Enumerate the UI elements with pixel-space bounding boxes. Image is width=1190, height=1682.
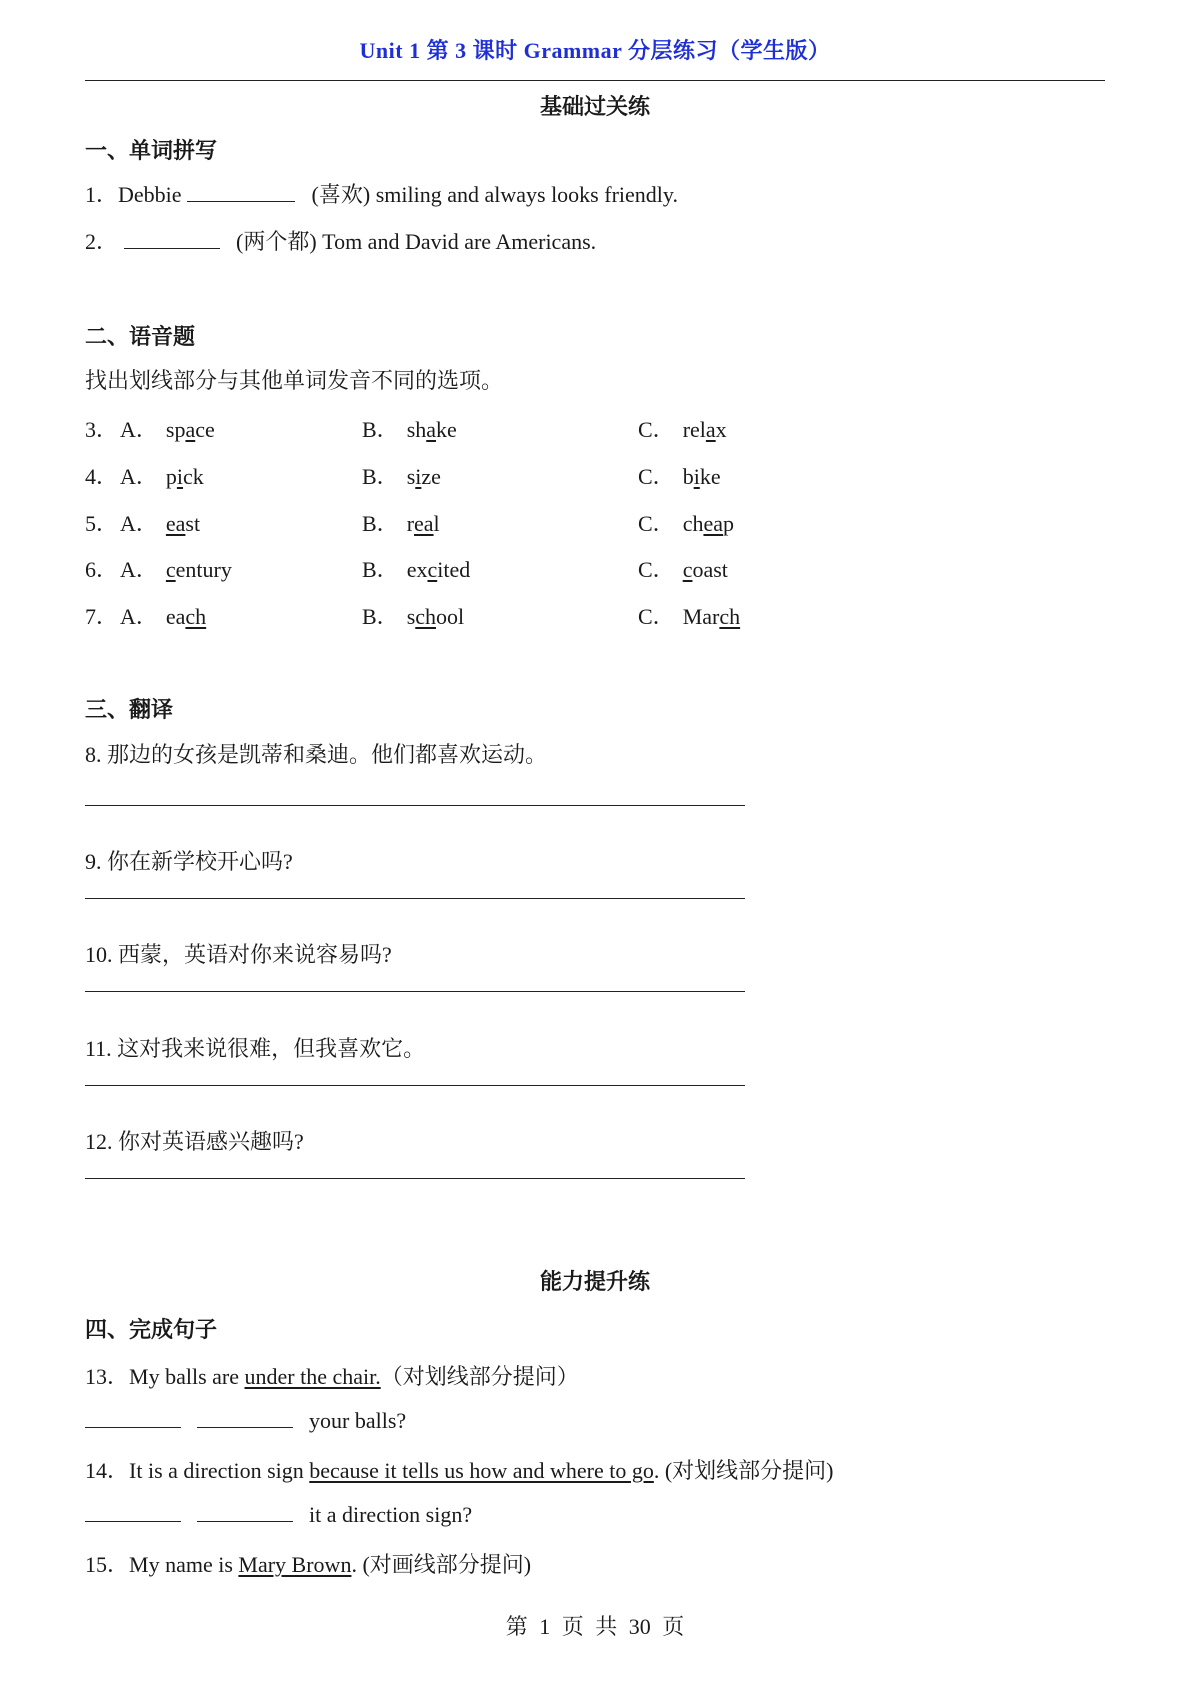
phonics-q5-option-c[interactable] [638,507,734,538]
option-label: A． [120,557,158,582]
option-u: ch [185,604,207,629]
option-post: ce [195,417,215,442]
option-post: oast [692,557,728,582]
q2-answer-blank[interactable] [124,228,220,249]
page-footer: 第 1 页 共 30 页 [505,1614,685,1639]
section1-heading: 一、单词拼写 [85,138,218,163]
question-13 [85,1360,579,1391]
option-label: A． [120,417,158,442]
q14-blank-1[interactable] [85,1501,181,1522]
translation-q9: 9. 你在新学校开心吗? [85,849,293,874]
option-pre: Mar [682,604,720,629]
section4-heading: 四、完成句子 [85,1317,218,1342]
q1-answer-blank[interactable] [187,181,295,202]
translation-q11-answer-line[interactable] [85,1085,745,1086]
q15-underlined: Mary Brown [238,1552,352,1577]
phonics-q4-option-c[interactable] [638,460,721,491]
phonics-q4-option-b[interactable] [362,460,441,491]
translation-q11: 11. 这对我来说很难，但我喜欢它。 [85,1036,426,1061]
option-label: C． [638,604,675,629]
option-label: B． [362,417,399,442]
q13-number: 13． [85,1364,130,1389]
phonics-q6-option-b[interactable] [362,553,470,584]
phonics-q6-number: 6． [85,557,119,582]
q15-instruction: . (对画线部分提问) [351,1552,532,1577]
option-pre: rel [682,417,706,442]
option-label: C． [638,464,675,489]
translation-q8: 8. 那边的女孩是凯蒂和桑迪。他们都喜欢运动。 [85,742,548,767]
option-post: x [715,417,727,442]
option-label: B． [362,604,399,629]
option-u: ea [165,511,186,536]
option-post: st [185,511,201,536]
option-pre: s [406,464,416,489]
translation-q9-answer-line[interactable] [85,898,745,899]
option-u: a [426,417,437,442]
option-post: entury [175,557,232,582]
phonics-q7-option-c[interactable] [638,600,740,631]
option-label: B． [362,557,399,582]
option-u: a [185,417,196,442]
translation-q12: 12. 你对英语感兴趣吗? [85,1129,304,1154]
phonics-q5-option-a[interactable] [120,507,200,538]
phonics-q4-option-a[interactable] [120,460,204,491]
question-2 [85,225,596,256]
section2-heading: 二、语音题 [85,324,196,349]
phonics-q3-number: 3． [85,417,119,442]
option-pre: sp [165,417,186,442]
q14-underlined: because it tells us how and where to go [309,1458,654,1483]
q14-text: It is a direction sign [129,1458,310,1483]
option-u: c [165,557,176,582]
option-u: i [176,464,184,489]
q2-hint: (两个都) Tom and David are Americans. [236,229,597,254]
option-pre: ch [682,511,704,536]
option-u: c [427,557,438,582]
q14-blank-2[interactable] [197,1501,293,1522]
option-post: ool [436,604,465,629]
question-14 [85,1454,834,1485]
option-label: B． [362,464,399,489]
phonics-q4-number: 4． [85,464,119,489]
phonics-q5-number: 5． [85,511,119,536]
option-u: ea [414,511,434,536]
option-u: ch [415,604,437,629]
level2-title: 能力提升练 [539,1269,650,1294]
q13-answer-tail: your balls? [309,1408,407,1433]
q14-answer-row [85,1501,472,1528]
section3-heading: 三、翻译 [85,697,174,722]
option-u: i [693,464,700,489]
option-u: ch [719,604,741,629]
section2-instruction: 找出划线部分与其他单词发音不同的选项。 [85,368,504,393]
q13-blank-2[interactable] [197,1407,293,1428]
translation-q12-answer-line[interactable] [85,1178,745,1179]
q13-instruction: （对划线部分提问） [380,1364,579,1389]
q15-number: 15． [85,1552,130,1577]
option-pre: ex [406,557,428,582]
phonics-q3-option-a[interactable] [120,413,215,444]
translation-q8-answer-line[interactable] [85,805,745,806]
header-divider [85,80,1105,81]
page-header-title: Unit 1 第 3 课时 Grammar 分层练习（学生版） [359,38,831,63]
option-post: ck [183,464,204,489]
q2-number: 2． [85,229,119,254]
option-post: l [433,511,440,536]
translation-q10: 10. 西蒙，英语对你来说容易吗? [85,942,392,967]
phonics-q5-option-b[interactable] [362,507,440,538]
option-post: p [722,511,734,536]
q1-prefix: Debbie [118,182,182,207]
option-label: C． [638,417,675,442]
phonics-q6-option-a[interactable] [120,553,232,584]
option-u: ea [703,511,723,536]
option-pre: b [682,464,694,489]
option-post: ke [699,464,721,489]
q1-hint: (喜欢) smiling and always looks friendly. [311,182,678,207]
phonics-q7-option-b[interactable] [362,600,464,631]
phonics-q3-option-c[interactable] [638,413,727,444]
q14-answer-tail: it a direction sign? [309,1502,473,1527]
phonics-q6-option-c[interactable] [638,553,728,584]
option-label: C． [638,557,675,582]
option-pre: s [406,604,416,629]
phonics-q3-option-b[interactable] [362,413,457,444]
q15-text: My name is [129,1552,239,1577]
q1-number: 1． [85,182,119,207]
question-15 [85,1548,531,1579]
q14-number: 14． [85,1458,130,1483]
option-label: A． [120,604,158,629]
option-label: A． [120,511,158,536]
q14-instruction: . (对划线部分提问) [653,1458,834,1483]
option-pre: ea [165,604,186,629]
level1-title: 基础过关练 [539,94,650,119]
option-u: a [705,417,716,442]
option-post: ke [436,417,457,442]
option-pre: r [406,511,415,536]
phonics-q7-option-a[interactable] [120,600,206,631]
question-1 [85,178,678,209]
option-u: i [415,464,422,489]
option-u: c [682,557,693,582]
option-pre: sh [406,417,427,442]
option-label: A． [120,464,158,489]
q13-answer-row [85,1407,406,1434]
option-label: C． [638,511,675,536]
phonics-q7-number: 7． [85,604,119,629]
q13-text: My balls are [129,1364,245,1389]
q13-underlined: under the chair. [244,1364,381,1389]
q13-blank-1[interactable] [85,1407,181,1428]
translation-q10-answer-line[interactable] [85,991,745,992]
option-label: B． [362,511,399,536]
option-post: ited [437,557,471,582]
option-post: ze [421,464,441,489]
option-pre: p [165,464,177,489]
